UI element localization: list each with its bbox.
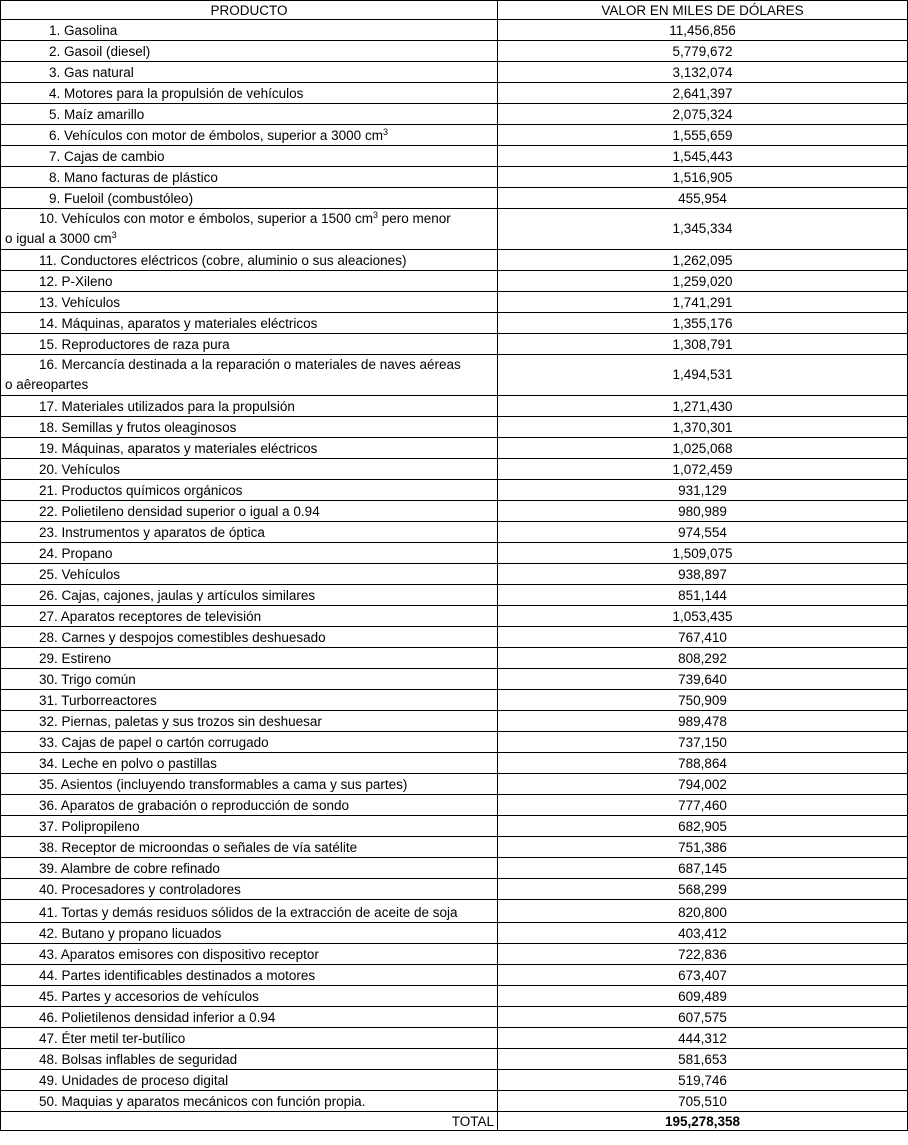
value-cell: 820,800	[498, 900, 908, 923]
table-row	[1, 923, 908, 944]
table-row	[1, 146, 908, 167]
table-row	[1, 459, 908, 480]
product-text: 40. Procesadores y controladores	[39, 882, 241, 897]
value-cell: 1,494,531	[498, 355, 908, 396]
product-text: 8. Mano facturas de plástico	[49, 170, 218, 185]
table-row	[1, 690, 908, 711]
product-text: 35. Asientos (incluyendo transformables a cama y sus partes)	[39, 777, 408, 792]
product-text: 19. Máquinas, aparatos y materiales eléctricos	[39, 441, 318, 456]
product-cell	[1, 965, 498, 986]
product-text: 26. Cajas, cajones, jaulas y artículos similares	[39, 588, 316, 603]
value-cell: 1,308,791	[498, 334, 908, 355]
header-value: VALOR EN MILES DE DÓLARES	[498, 1, 908, 20]
superscript-exponent: 3	[111, 230, 117, 240]
product-cell	[1, 753, 498, 774]
table-row	[1, 501, 908, 522]
product-text: o igual a 3000 cm	[5, 231, 112, 246]
product-cell	[1, 250, 498, 271]
product-cell	[1, 732, 498, 753]
table-row	[1, 585, 908, 606]
product-cell	[1, 944, 498, 965]
table-row	[1, 543, 908, 564]
table-row	[1, 837, 908, 858]
product-text: 24. Propano	[39, 546, 113, 561]
product-text: 31. Turborreactores	[39, 693, 157, 708]
value-cell: 1,370,301	[498, 417, 908, 438]
table-row	[1, 965, 908, 986]
table-row	[1, 606, 908, 627]
product-text-tail: pero menor	[377, 211, 451, 226]
product-text: 39. Alambre de cobre refinado	[39, 861, 220, 876]
value-cell: 2,075,324	[498, 104, 908, 125]
value-cell: 1,053,435	[498, 606, 908, 627]
value-cell: 3,132,074	[498, 62, 908, 83]
product-cell	[1, 1091, 498, 1112]
value-cell: 682,905	[498, 816, 908, 837]
product-cell	[1, 690, 498, 711]
product-cell	[1, 923, 498, 944]
product-cell	[1, 858, 498, 879]
value-cell: 403,412	[498, 923, 908, 944]
product-cell	[1, 355, 498, 396]
superscript-exponent: 3	[382, 127, 388, 137]
table-row	[1, 1091, 908, 1112]
product-cell	[1, 585, 498, 606]
product-cell	[1, 1070, 498, 1091]
product-text: 10. Vehículos con motor e émbolos, superior a 1500 cm	[39, 211, 373, 226]
product-text: 34. Leche en polvo o pastillas	[39, 756, 217, 771]
product-text: 22. Polietileno densidad superior o igual a 0.94	[39, 504, 320, 519]
table-row	[1, 900, 908, 923]
value-cell: 1,271,430	[498, 396, 908, 417]
table-row	[1, 986, 908, 1007]
product-text: 46. Polietilenos densidad inferior a 0.94	[39, 1010, 276, 1025]
product-line-2	[5, 229, 493, 249]
product-text: 3. Gas natural	[49, 65, 134, 80]
product-line-1	[5, 209, 493, 229]
value-cell: 1,345,334	[498, 209, 908, 250]
table-row	[1, 711, 908, 732]
value-cell: 851,144	[498, 585, 908, 606]
value-cell: 989,478	[498, 711, 908, 732]
product-cell	[1, 669, 498, 690]
product-cell	[1, 900, 498, 923]
value-cell: 1,259,020	[498, 271, 908, 292]
product-cell	[1, 543, 498, 564]
product-cell	[1, 459, 498, 480]
product-text: 11. Conductores eléctricos (cobre, aluminio o sus aleaciones)	[39, 253, 407, 268]
product-cell	[1, 83, 498, 104]
product-text: o aêreopartes	[5, 377, 89, 392]
value-cell: 609,489	[498, 986, 908, 1007]
product-cell	[1, 648, 498, 669]
product-cell	[1, 188, 498, 209]
product-text: 20. Vehículos	[39, 462, 121, 477]
value-cell: 737,150	[498, 732, 908, 753]
table-row	[1, 83, 908, 104]
product-text: 13. Vehículos	[39, 295, 121, 310]
value-cell: 722,836	[498, 944, 908, 965]
product-cell	[1, 1028, 498, 1049]
product-cell	[1, 292, 498, 313]
product-cell	[1, 146, 498, 167]
value-cell: 1,509,075	[498, 543, 908, 564]
product-text: 6. Vehículos con motor de émbolos, superior a 3000 cm	[49, 128, 383, 143]
product-text: 17. Materiales utilizados para la propulsión	[39, 399, 295, 414]
table-row	[1, 1070, 908, 1091]
value-cell: 777,460	[498, 795, 908, 816]
product-cell	[1, 104, 498, 125]
product-cell	[1, 209, 498, 250]
product-text: 41. Tortas y demás residuos sólidos de la extracción de aceite de soja	[39, 905, 458, 920]
product-line-1	[5, 355, 493, 375]
product-text: 43. Aparatos emisores con dispositivo receptor	[39, 947, 319, 962]
value-cell: 931,129	[498, 480, 908, 501]
product-text: 25. Vehículos	[39, 567, 121, 582]
value-cell: 980,989	[498, 501, 908, 522]
value-cell: 11,456,856	[498, 20, 908, 41]
product-cell	[1, 313, 498, 334]
product-text: 47. Éter metil ter-butílico	[39, 1031, 186, 1046]
value-cell: 455,954	[498, 188, 908, 209]
product-text: 18. Semillas y frutos oleaginosos	[39, 420, 237, 435]
product-cell	[1, 167, 498, 188]
total-row	[1, 1112, 908, 1131]
product-cell	[1, 480, 498, 501]
product-cell	[1, 334, 498, 355]
table-row	[1, 564, 908, 585]
product-cell	[1, 62, 498, 83]
product-cell	[1, 774, 498, 795]
product-text: 16. Mercancía destinada a la reparación o materiales de naves aéreas	[39, 357, 461, 372]
product-text: 38. Receptor de microondas o señales de vía satélite	[39, 840, 358, 855]
value-cell: 794,002	[498, 774, 908, 795]
product-cell	[1, 816, 498, 837]
product-cell	[1, 606, 498, 627]
value-cell: 687,145	[498, 858, 908, 879]
product-text: 50. Maquias y aparatos mecánicos con función propia.	[39, 1094, 366, 1109]
table-row	[1, 250, 908, 271]
value-cell: 2,641,397	[498, 83, 908, 104]
table-row	[1, 944, 908, 965]
table-row	[1, 292, 908, 313]
table-row	[1, 438, 908, 459]
product-cell	[1, 564, 498, 585]
product-text: 21. Productos químicos orgánicos	[39, 483, 243, 498]
product-cell	[1, 879, 498, 900]
table-row	[1, 774, 908, 795]
product-text: 12. P-Xileno	[39, 274, 113, 289]
table-body	[1, 20, 908, 1112]
product-cell	[1, 711, 498, 732]
table-row	[1, 167, 908, 188]
table-row	[1, 1007, 908, 1028]
value-cell: 1,545,443	[498, 146, 908, 167]
product-cell	[1, 627, 498, 648]
product-text: 1. Gasolina	[49, 23, 118, 38]
table-row	[1, 20, 908, 41]
value-cell: 1,741,291	[498, 292, 908, 313]
table-header-row	[1, 1, 908, 20]
product-text: 9. Fueloil (combustóleo)	[49, 191, 194, 206]
product-cell	[1, 501, 498, 522]
product-cell	[1, 1049, 498, 1070]
table-row	[1, 355, 908, 396]
product-text: 33. Cajas de papel o cartón corrugado	[39, 735, 269, 750]
value-cell: 739,640	[498, 669, 908, 690]
product-text: 23. Instrumentos y aparatos de óptica	[39, 525, 265, 540]
product-cell	[1, 986, 498, 1007]
table-row	[1, 396, 908, 417]
superscript-exponent: 3	[372, 210, 378, 220]
value-cell: 1,262,095	[498, 250, 908, 271]
product-text: 28. Carnes y despojos comestibles deshuesado	[39, 630, 326, 645]
value-cell: 581,653	[498, 1049, 908, 1070]
table-row	[1, 480, 908, 501]
table-row	[1, 125, 908, 146]
value-cell: 974,554	[498, 522, 908, 543]
product-text: 7. Cajas de cambio	[49, 149, 165, 164]
value-cell: 607,575	[498, 1007, 908, 1028]
table-row	[1, 313, 908, 334]
table-row	[1, 648, 908, 669]
table-row	[1, 104, 908, 125]
table-row	[1, 1049, 908, 1070]
product-cell	[1, 271, 498, 292]
product-text: 29. Estireno	[39, 651, 112, 666]
value-cell: 568,299	[498, 879, 908, 900]
product-text: 27. Aparatos receptores de televisión	[39, 609, 262, 624]
product-cell	[1, 522, 498, 543]
table-row	[1, 816, 908, 837]
product-line-2	[5, 375, 493, 395]
total-label: TOTAL	[1, 1112, 498, 1131]
table-row	[1, 522, 908, 543]
table-row	[1, 271, 908, 292]
value-cell: 705,510	[498, 1091, 908, 1112]
product-text: 36. Aparatos de grabación o reproducción de sondo	[39, 798, 349, 813]
value-cell: 1,555,659	[498, 125, 908, 146]
product-text: 30. Trigo común	[39, 672, 136, 687]
product-cell	[1, 41, 498, 62]
value-cell: 788,864	[498, 753, 908, 774]
table-row	[1, 732, 908, 753]
table-row	[1, 795, 908, 816]
value-cell: 5,779,672	[498, 41, 908, 62]
value-cell: 1,516,905	[498, 167, 908, 188]
value-cell: 808,292	[498, 648, 908, 669]
product-cell	[1, 396, 498, 417]
value-cell: 751,386	[498, 837, 908, 858]
value-cell: 444,312	[498, 1028, 908, 1049]
table-row	[1, 858, 908, 879]
product-cell	[1, 125, 498, 146]
product-text: 42. Butano y propano licuados	[39, 926, 222, 941]
product-text: 48. Bolsas inflables de seguridad	[39, 1052, 238, 1067]
value-cell: 938,897	[498, 564, 908, 585]
value-cell: 1,355,176	[498, 313, 908, 334]
value-cell: 750,909	[498, 690, 908, 711]
table-row	[1, 879, 908, 900]
product-text: 15. Reproductores de raza pura	[39, 337, 230, 352]
product-text: 4. Motores para la propulsión de vehículos	[49, 86, 304, 101]
product-text: 2. Gasoil (diesel)	[49, 44, 151, 59]
table-row	[1, 1028, 908, 1049]
table-row	[1, 209, 908, 250]
product-text: 45. Partes y accesorios de vehículos	[39, 989, 259, 1004]
product-text: 32. Piernas, paletas y sus trozos sin deshuesar	[39, 714, 322, 729]
product-cell	[1, 417, 498, 438]
value-cell: 519,746	[498, 1070, 908, 1091]
product-cell	[1, 1007, 498, 1028]
value-cell: 1,025,068	[498, 438, 908, 459]
table-row	[1, 334, 908, 355]
value-cell: 767,410	[498, 627, 908, 648]
product-text: 44. Partes identificables destinados a motores	[39, 968, 316, 983]
product-text: 5. Maíz amarillo	[49, 107, 145, 122]
product-text: 14. Máquinas, aparatos y materiales eléctricos	[39, 316, 318, 331]
table-row	[1, 41, 908, 62]
product-cell	[1, 438, 498, 459]
value-cell: 673,407	[498, 965, 908, 986]
table-row	[1, 417, 908, 438]
table-row	[1, 669, 908, 690]
table-row	[1, 753, 908, 774]
value-cell: 1,072,459	[498, 459, 908, 480]
product-text: 49. Unidades de proceso digital	[39, 1073, 229, 1088]
product-cell	[1, 837, 498, 858]
table-row	[1, 627, 908, 648]
product-cell	[1, 795, 498, 816]
product-cell	[1, 20, 498, 41]
table-row	[1, 188, 908, 209]
total-value: 195,278,358	[498, 1112, 908, 1131]
table-row	[1, 62, 908, 83]
header-product: PRODUCTO	[1, 1, 498, 20]
product-text: 37. Polipropileno	[39, 819, 140, 834]
